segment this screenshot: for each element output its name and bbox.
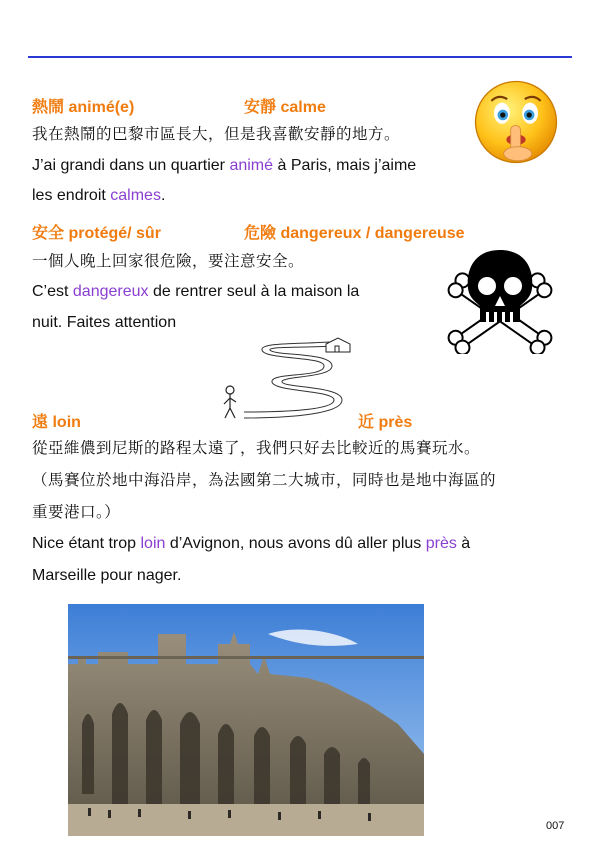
skull-crossbones-icon [444, 244, 556, 354]
shushing-face-icon [472, 78, 560, 166]
sentence-fr-1-line2: les endroit calmes. [32, 187, 166, 204]
vocab-safe: 安全 protégé/ sûr [32, 225, 161, 242]
sentence-zh-1: 我在熱鬧的巴黎市區長大，但是我喜歡安靜的地方。 [32, 126, 401, 143]
sentence-fr-2-line1: C’est dangereux de rentrer seul à la maison la [32, 283, 360, 300]
vocab-near: 近 près [358, 414, 413, 431]
palace-photo [68, 604, 424, 836]
winding-road-walker-icon [214, 334, 364, 424]
sentence-zh-2: 一個人晚上回家很危險，要注意安全。 [32, 253, 305, 270]
sentence-fr-3-line1: Nice étant trop loin d’Avignon, nous avons dû aller plus près à [32, 535, 471, 552]
sentence-fr-1-line1: J’ai grandi dans un quartier animé à Paris, mais j’aime [32, 157, 417, 174]
sentence-zh-3-line1: 從亞維儂到尼斯的路程太遠了，我們只好去比較近的馬賽玩水。 [32, 440, 481, 457]
sentence-zh-3-line2: （馬賽位於地中海沿岸，為法國第二大城市，同時也是地中海區的 [32, 472, 497, 489]
sentence-fr-2-line2: nuit. Faites attention [32, 314, 177, 331]
page-number: 007 [546, 820, 565, 832]
vocab-calm: 安靜 calme [244, 99, 326, 116]
vocab-lively: 熱鬧 animé(e) [32, 99, 135, 116]
top-rule [28, 56, 572, 58]
vocab-far: 遠 loin [32, 414, 81, 431]
sentence-fr-3-line2: Marseille pour nager. [32, 567, 182, 584]
vocab-dangerous: 危險 dangereux / dangereuse [244, 225, 465, 242]
sentence-zh-3-line3: 重要港口。） [32, 504, 121, 521]
